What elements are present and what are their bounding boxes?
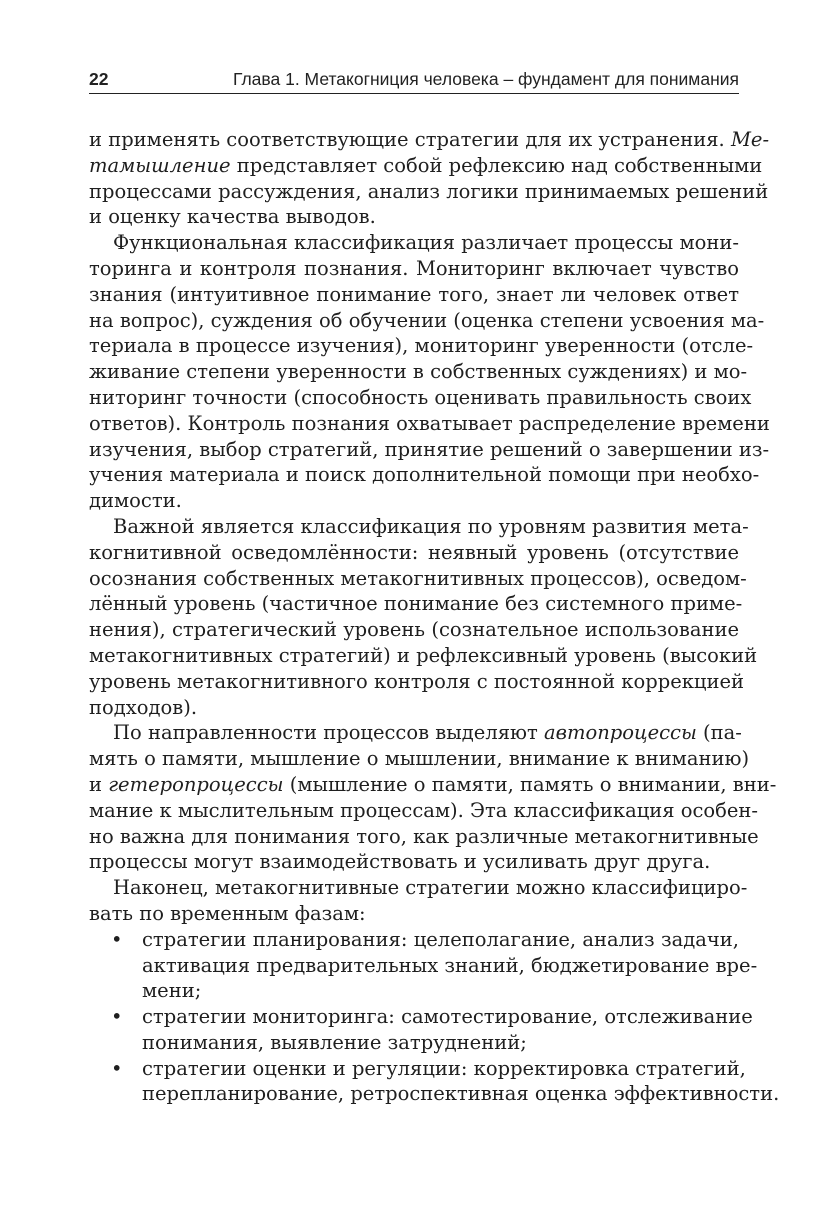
text-line: Важной является классификация по уровням развития мета- [113,514,749,538]
text-line: понимания, выявление затруднений; [142,1030,527,1054]
italic-term: автопроцессы [543,721,697,745]
text-span: (па- [696,721,742,745]
text-line: когнитивной осведомлённости: неявный уровень (отсутствие [89,540,739,564]
italic-term: тамышление [89,153,231,177]
text-line [89,720,742,746]
text-line: ответов). Контроль познания охватывает распределение времени [89,411,770,435]
text-line: мять о памяти, мышление о мышлении, внимание к вниманию) [89,747,750,771]
text-line [89,153,763,179]
text-line: Наконец, метакогнитивные стратегии можно классифициро- [113,876,748,900]
text-line: на вопрос), суждения об обучении (оценка степени усвоения ма- [89,308,765,332]
bullet-icon: • [111,1056,123,1080]
text-line: вать по временным фазам: [89,901,366,925]
bullet-icon: • [111,1005,123,1029]
text-span: и применять соответствующие стратегии для их устранения. [89,128,731,151]
page-body [89,127,780,1107]
paragraph-5 [89,875,748,927]
text-line: подходов). [89,695,198,719]
text-line: перепланирование, ретроспективная оценка эффективности. [142,1082,780,1106]
paragraph-4 [89,720,777,875]
text-span: и [89,772,109,796]
list-item [89,1056,780,1108]
text-line: Функциональная классификация различает процессы мони- [113,231,739,255]
page-header [89,66,739,94]
paragraph-1 [89,127,770,230]
paragraph-2 [89,230,770,514]
text-line: ниторинг точности (способность оценивать правильность своих [89,385,752,409]
text-line [89,927,739,953]
text-line: процессами рассуждения, анализ логики принимаемых решений [89,179,769,203]
page-number: 22 [89,69,109,89]
text-line: торинга и контроля познания. Мониторинг включает чувство [89,256,739,280]
text-line: лённый уровень (частичное понимание без системного приме- [89,592,743,616]
text-line: димости. [89,489,182,513]
text-line: изучения, выбор стратегий, принятие решений о завершении из- [89,437,770,461]
running-title: Глава 1. Метакогниция человека – фундамент для понимания [232,69,739,89]
text-line [89,1056,746,1082]
text-line: активация предварительных знаний, бюджетирование вре- [142,953,758,977]
italic-term: Ме- [730,128,770,151]
text-line: учения материала и поиск дополнительной помощи при необхо- [89,463,760,487]
text-line: но важна для понимания того, как различные метакогнитивные [89,824,759,848]
text-line [89,772,777,798]
paragraph-3 [89,514,758,720]
text-line: уровень метакогнитивного контроля с постоянной коррекцией [89,669,744,693]
text-span: стратегии планирования: целеполагание, анализ задачи, [142,927,739,951]
list-item [89,1004,753,1056]
text-line [89,1004,753,1030]
text-line: метакогнитивных стратегий) и рефлексивный уровень (высокий [89,643,758,667]
text-span: По направленности процессов выделяют [113,721,544,745]
text-line: мени; [142,979,202,1003]
text-line: живание степени уверенности в собственных суждениях) и мо- [89,360,748,384]
text-line: мание к мыслительным процессам). Эта классификация особен- [89,798,759,822]
text-line [89,127,770,153]
text-line: процессы могут взаимодействовать и усиливать друг друга. [89,850,711,874]
text-line: нения), стратегический уровень (сознательное использование [89,618,739,642]
bullet-icon: • [111,927,123,951]
text-span: представляет собой рефлексию над собственными [230,153,763,177]
text-line: осознания собственных метакогнитивных процессов), осведом- [89,566,747,590]
bullet-list [89,927,780,1108]
text-span: стратегии мониторинга: самотестирование, отслеживание [142,1005,753,1029]
italic-term: гетеропроцессы [108,772,284,796]
text-line: знания (интуитивное понимание того, знает ли человек ответ [89,282,739,306]
text-line: и оценку качества выводов. [89,205,376,229]
list-item [89,927,758,1004]
text-line: териала в процессе изучения), мониторинг уверенности (отсле- [89,334,754,358]
text-span: (мышление о памяти, память о внимании, вни- [283,772,777,796]
text-span: стратегии оценки и регуляции: корректировка стратегий, [142,1056,746,1080]
